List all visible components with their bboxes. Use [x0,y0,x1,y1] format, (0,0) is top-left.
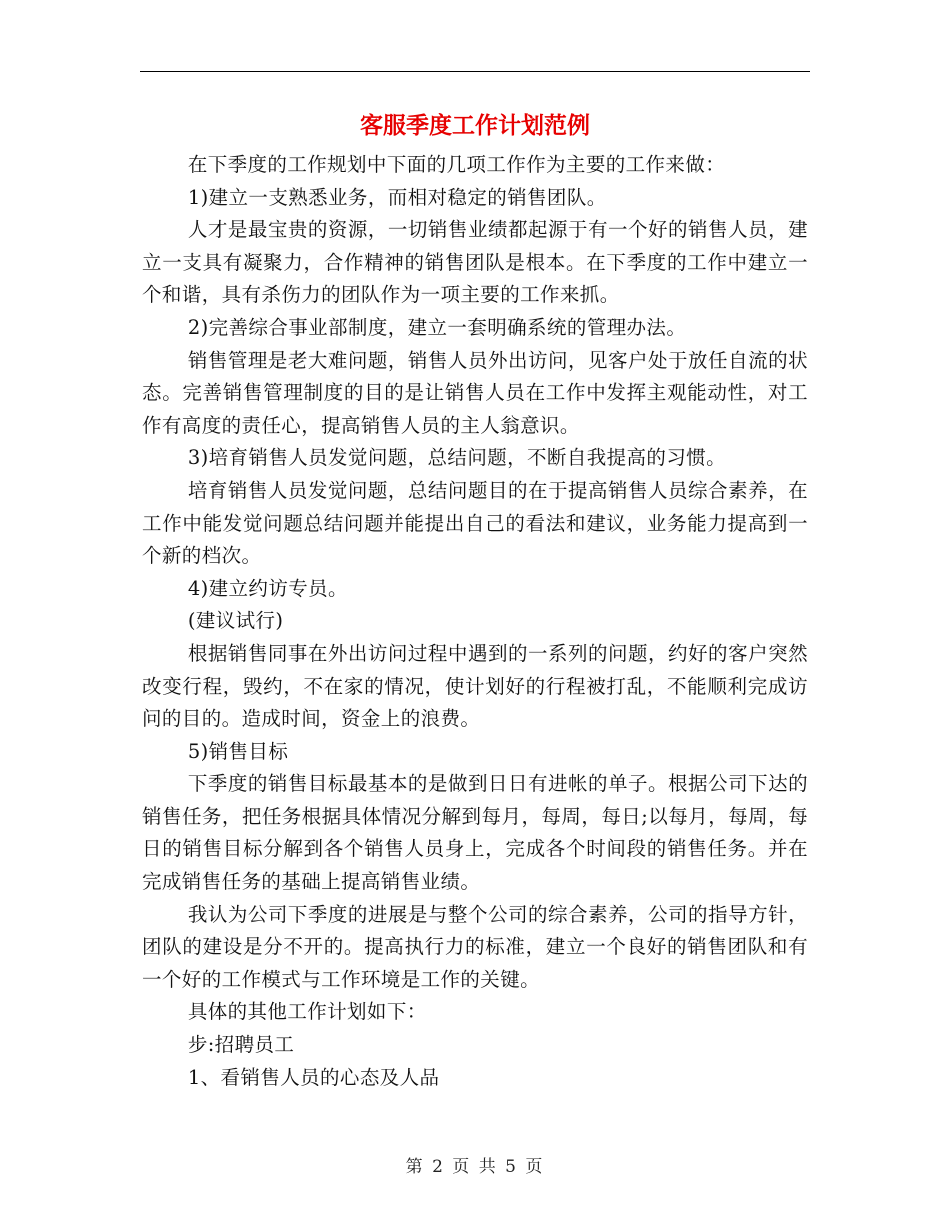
paragraph: 根据销售同事在外出访问过程中遇到的一系列的问题，约好的客户突然改变行程，毁约，不在家的情况，使计划好的行程被打乱，不能顺利完成访问的目的。造成时间，资金上的浪费。 [142,641,808,731]
paragraph: (建议试行) [187,609,284,633]
page-footer: 第 2 页 共 5 页 [405,1157,545,1177]
header-rule [140,71,810,72]
paragraph: 培育销售人员发觉问题，总结问题目的在于提高销售人员综合素养，在工作中能发觉问题总结问题并能提出自己的看法和建议，业务能力提高到一个新的档次。 [142,478,808,568]
paragraph: 我认为公司下季度的进展是与整个公司的综合素养，公司的指导方针，团队的建设是分不开的。提高执行力的标准，建立一个良好的销售团队和有一个好的工作模式与工作环境是工作的关键。 [142,902,808,991]
document-body [142,149,808,1094]
paragraph: 2)完善综合事业部制度，建立一套明确系统的管理办法。 [187,315,687,339]
document-title: 客服季度工作计划范例 [360,112,590,139]
paragraph: 4)建立约访专员。 [187,576,348,600]
paragraph: 销售管理是老大难问题，销售人员外出访问，见客户处于放任自流的状态。完善销售管理制度的目的是让销售人员在工作中发挥主观能动性，对工作有高度的责任心，提高销售人员的主人翁意识。 [142,348,808,437]
paragraph: 3)培育销售人员发觉问题，总结问题，不断自我提高的习惯。 [187,446,727,470]
paragraph: 在下季度的工作规划中下面的几项工作作为主要的工作来做： [187,153,726,176]
paragraph: 1、看销售人员的心态及人品 [187,1065,440,1089]
paragraph: 具体的其他工作计划如下： [187,1000,427,1024]
paragraph: 5)销售目标 [187,739,289,763]
paragraph: 下季度的销售目标最基本的是做到日日有进帐的单子。根据公司下达的销售任务，把任务根据具体情况分解到每月，每周，每日;以每月，每周，每日的销售目标分解到各个销售人员身上，完成各个时间段的销售任务。并在完成销售任务的基础上提高销售业绩。 [142,772,808,894]
paragraph: 人才是最宝贵的资源，一切销售业绩都起源于有一个好的销售人员，建立一支具有凝聚力，合作精神的销售团队是根本。在下季度的工作中建立一个和谐，具有杀伤力的团队作为一项主要的工作来抓。 [142,218,808,307]
paragraph: 1)建立一支熟悉业务，而相对稳定的销售团队。 [187,185,607,209]
paragraph: 步:招聘员工 [187,1033,295,1057]
